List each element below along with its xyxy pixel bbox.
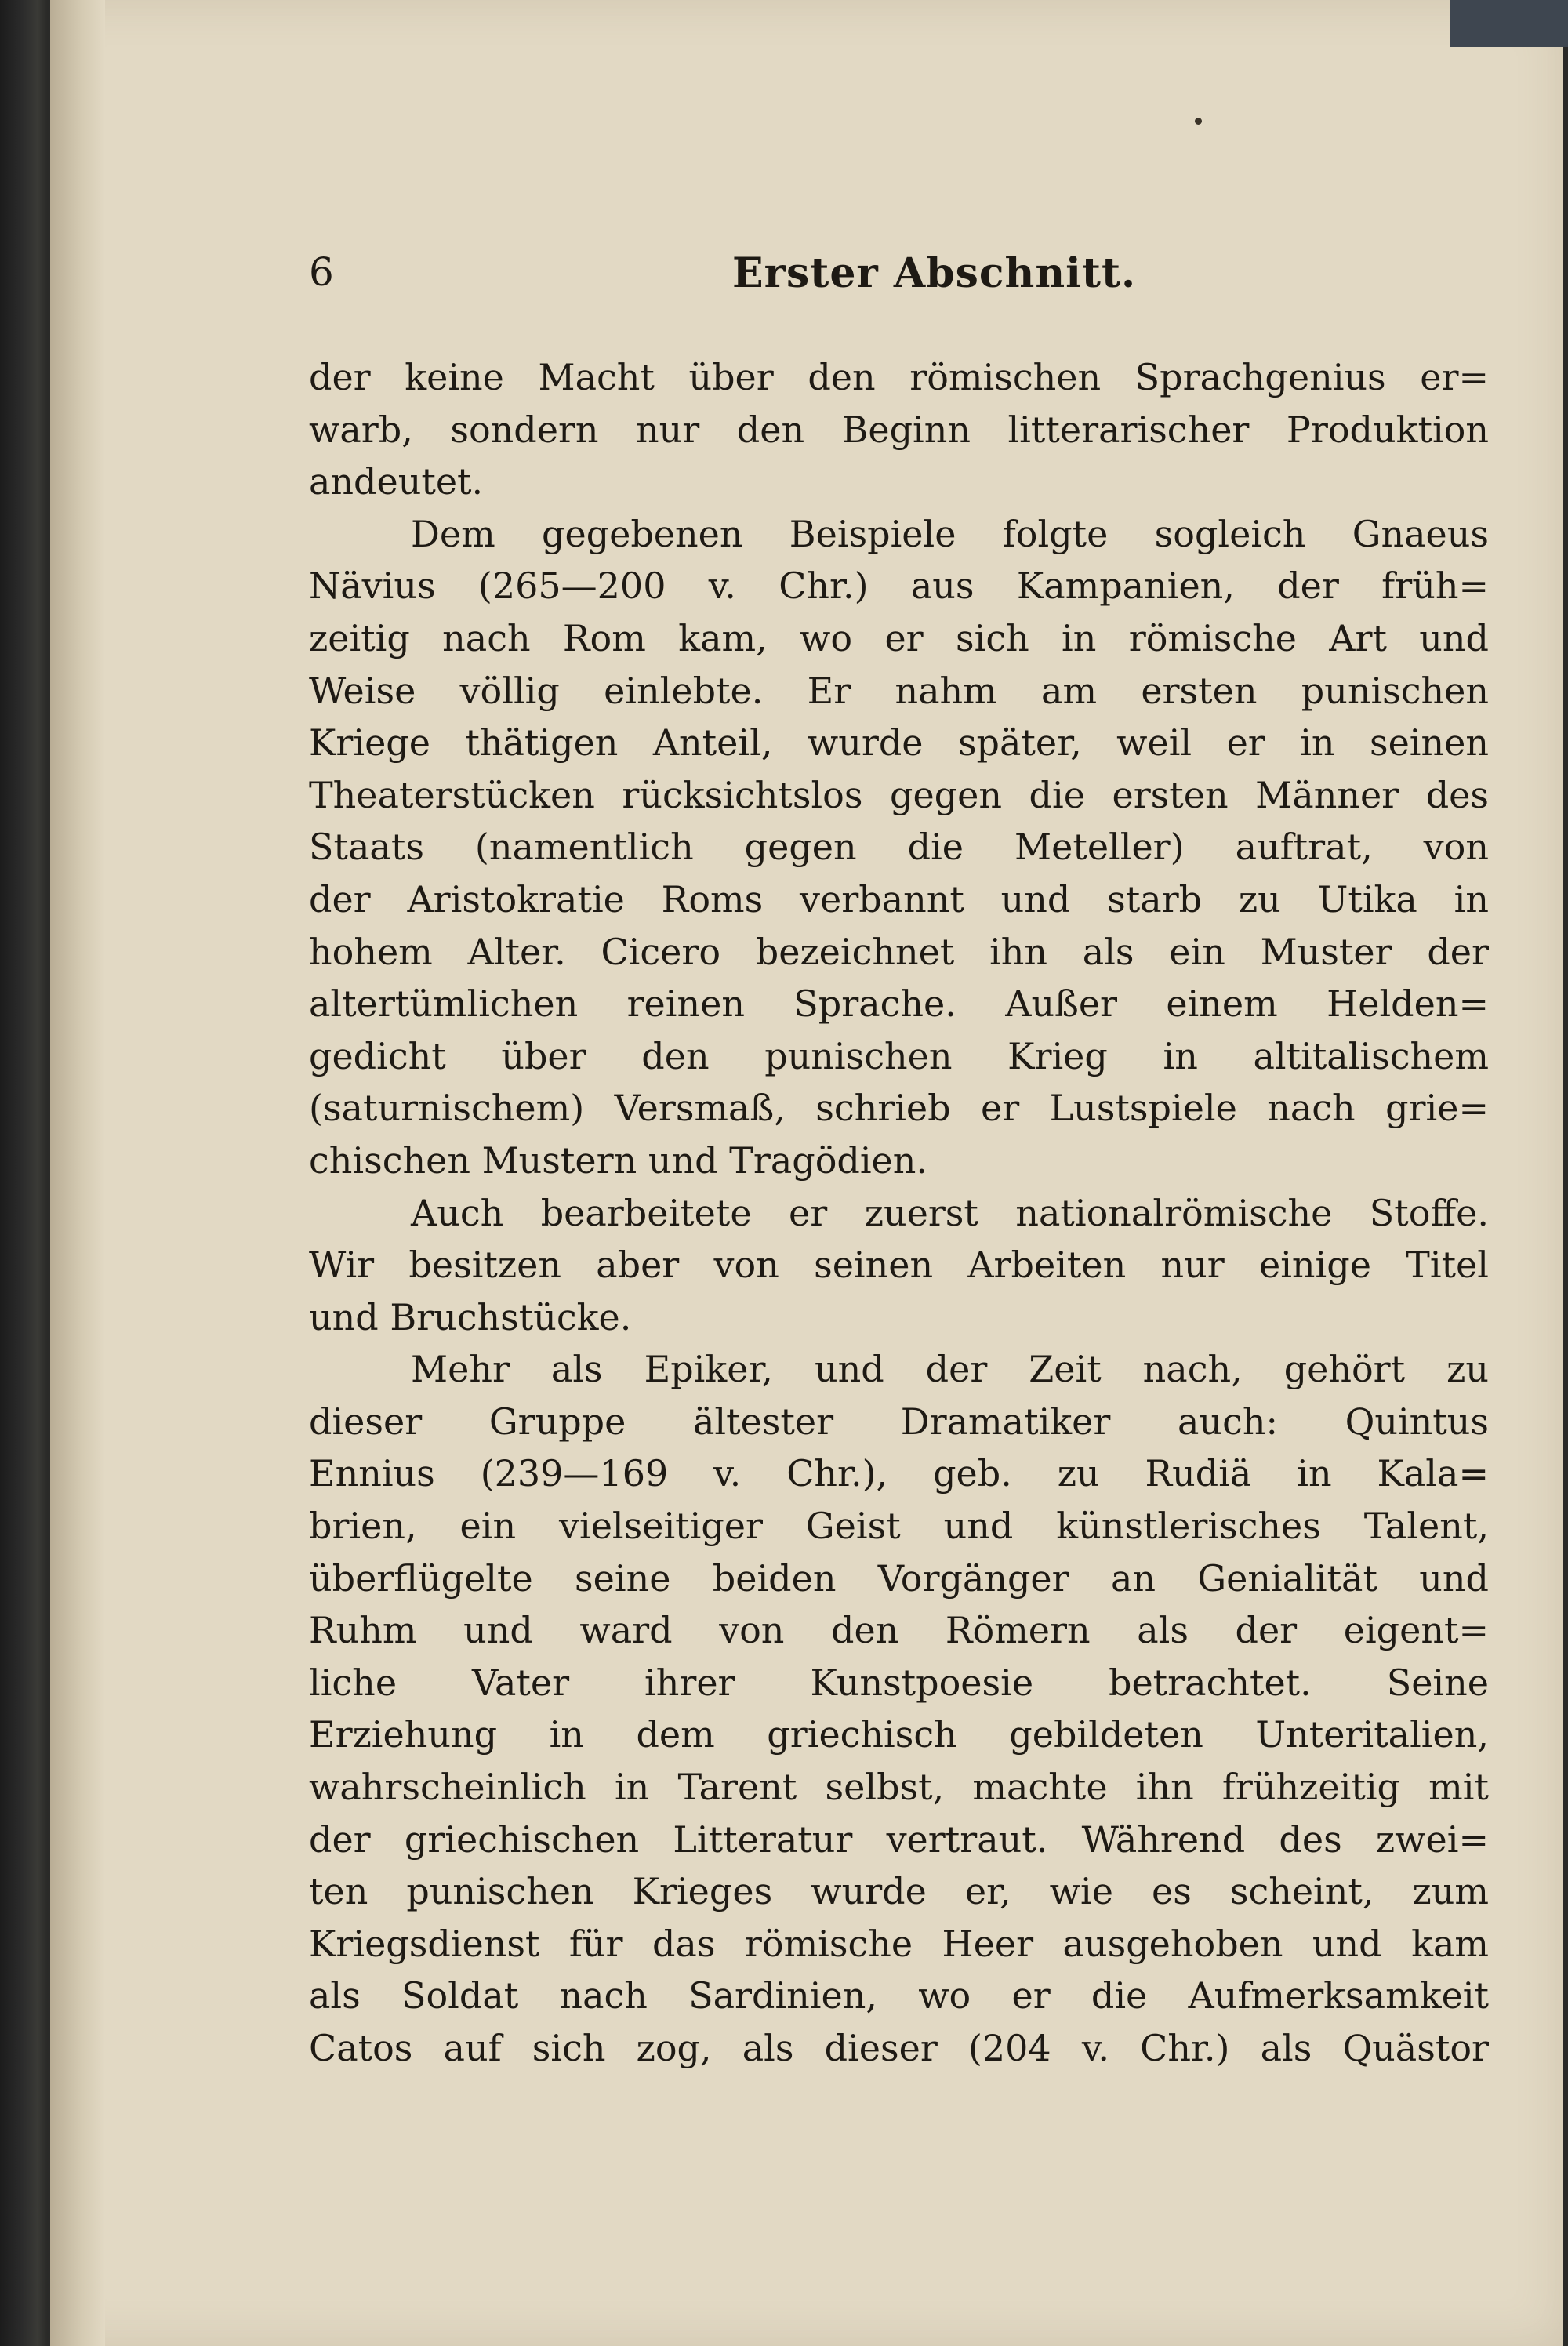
text-line: Ennius (239—169 v. Chr.), geb. zu Rudiä in Kala= [309,1452,1489,1495]
running-head: Erster Abschnitt. [732,249,1137,297]
text-line: zeitig nach Rom kam, wo er sich in römische Art und [309,616,1489,659]
page-gutter [50,0,105,2346]
text-line: liche Vater ihrer Kunstpoesie betrachtet. Seine [309,1661,1489,1704]
book-page [50,0,1563,2346]
text-line: Weise völlig einlebte. Er nahm am ersten punischen [309,669,1489,712]
text-line: und Bruchstücke. [309,1295,632,1338]
text-line: (saturnischem) Versmaß, schrieb er Lustspiele nach grie= [309,1087,1489,1130]
text-line: andeutet. [309,460,484,503]
body-text [309,351,1489,2075]
text-line: hohem Alter. Cicero bezeichnet ihn als ein Muster der [309,930,1489,973]
text-line: warb, sondern nur den Beginn litterarischer Produktion [309,408,1489,451]
text-line: altertümlichen reinen Sprache. Außer einem Helden= [309,982,1489,1026]
page-number: 6 [309,249,334,295]
text-line: Erziehung in dem griechisch gebildeten Unteritalien, [309,1713,1489,1756]
text-line: Nävius (265—200 v. Chr.) aus Kampanien, der früh= [309,565,1489,608]
page-header [309,249,1485,312]
text-line: ten punischen Krieges wurde er, wie es scheint, zum [309,1870,1489,1913]
text-line: Auch bearbeitete er zuerst nationalrömische Stoffe. [411,1191,1489,1234]
text-line: Ruhm und ward von den Römern als der eigent= [309,1609,1489,1652]
text-line: chischen Mustern und Tragödien. [309,1138,928,1182]
text-line: der keine Macht über den römischen Sprachgenius er= [309,356,1489,398]
text-line: Catos auf sich zog, als dieser (204 v. Chr.) als Quästor [309,2027,1489,2069]
text-line: brien, ein vielseitiger Geist und künstlerisches Talent, [309,1505,1489,1548]
text-line: Dem gegebenen Beispiele folgte sogleich Gnaeus [411,512,1489,555]
text-line: der Aristokratie Roms verbannt und starb zu Utika in [309,877,1489,921]
text-line: Theaterstücken rücksichtslos gegen die ersten Männer des [309,773,1489,816]
text-line: dieser Gruppe ältester Dramatiker auch: Quintus [309,1400,1489,1443]
text-line: Wir besitzen aber von seinen Arbeiten nur einige Titel [309,1244,1489,1287]
text-line: gedicht über den punischen Krieg in altitalischem [309,1034,1489,1077]
text-line: Staats (namentlich gegen die Meteller) auftrat, von [309,826,1489,869]
text-line: Kriege thätigen Anteil, wurde später, weil er in seinen [309,721,1489,764]
text-line: überflügelte seine beiden Vorgänger an Genialität und [309,1556,1489,1600]
text-line: der griechischen Litteratur vertraut. Während des zwei= [309,1818,1489,1861]
text-line: als Soldat nach Sardinien, wo er die Aufmerksamkeit [309,1974,1489,2017]
text-line: Kriegsdienst für das römische Heer ausgehoben und kam [309,1922,1489,1965]
corner-tab [1450,0,1568,47]
text-line: Mehr als Epiker, und der Zeit nach, gehört zu [411,1348,1489,1391]
text-line: wahrscheinlich in Tarent selbst, machte ihn frühzeitig mit [309,1766,1489,1809]
ink-speck [1195,118,1202,125]
